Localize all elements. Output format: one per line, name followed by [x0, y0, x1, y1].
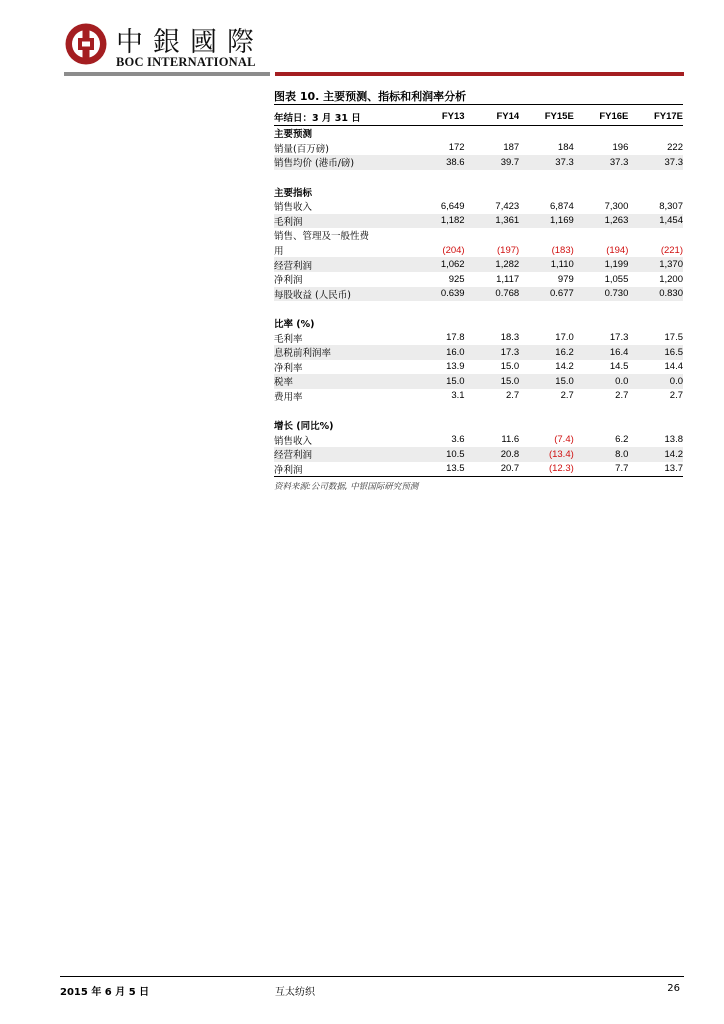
table-row	[274, 243, 683, 258]
cell-value	[628, 170, 683, 185]
cell-value: 925	[448, 273, 465, 285]
column-header: FY17E	[628, 108, 683, 126]
boc-logo-icon	[64, 22, 108, 66]
logo-chinese-name: 中銀國際	[116, 27, 264, 58]
header-divider-red	[275, 72, 684, 76]
cell-value: 15.0	[465, 374, 520, 389]
cell-value: (12.3)	[519, 462, 574, 477]
cell-value: 172	[448, 142, 465, 154]
cell-value	[628, 184, 683, 199]
cell-value: 1,370	[628, 257, 683, 272]
table-row	[274, 462, 683, 477]
footer-date: 2015 年 6 月 5 日	[60, 987, 150, 998]
cell-value: 0.0	[628, 374, 683, 389]
cell-value: 20.7	[465, 462, 520, 477]
cell-value: 1,182	[410, 214, 465, 229]
cell-value: 1,199	[574, 257, 629, 272]
cell-value: 17.3	[465, 345, 520, 360]
cell-value: 16.0	[410, 345, 465, 360]
row-label: 毛利润	[274, 214, 410, 229]
row-label: 销量(百万磅)	[274, 143, 329, 155]
table-row	[274, 214, 683, 229]
cell-value: 0.830	[628, 287, 683, 302]
cell-value	[574, 170, 629, 185]
cell-value	[628, 301, 683, 316]
row-label: 主要预测	[274, 129, 313, 141]
cell-value: 14.2	[628, 447, 683, 462]
cell-value	[519, 228, 574, 243]
figure-title: 图表 10. 主要预测、指标和利润率分析	[274, 90, 467, 103]
cell-value: 2.7	[560, 390, 574, 402]
cell-value	[628, 418, 683, 433]
cell-value	[574, 126, 629, 141]
cell-value: 1,263	[574, 214, 629, 229]
cell-value: 16.4	[574, 345, 629, 360]
cell-value: 16.2	[519, 345, 574, 360]
row-label: 经营利润	[274, 447, 410, 462]
cell-value	[519, 301, 574, 316]
cell-value: 2.7	[615, 390, 629, 402]
cell-value	[628, 126, 683, 141]
cell-value: (221)	[660, 244, 683, 256]
cell-value	[465, 301, 520, 316]
row-label: 每股收益 (人民币)	[274, 287, 410, 302]
cell-value	[519, 170, 574, 185]
row-label: 销售均价 (港币/磅)	[274, 155, 410, 170]
cell-value: 11.6	[501, 434, 520, 446]
cell-value: 184	[557, 142, 574, 154]
cell-value: (197)	[497, 244, 520, 256]
cell-value: 0.0	[574, 374, 629, 389]
table-row	[274, 432, 683, 447]
row-label: 销售收入	[274, 435, 313, 447]
cell-value: (194)	[606, 244, 629, 256]
column-header: 年结日：3 月 31 日	[274, 108, 410, 126]
cell-value: 1,454	[628, 214, 683, 229]
cell-value: 0.730	[574, 287, 629, 302]
table-row	[274, 141, 683, 156]
cell-value: 7,423	[495, 200, 520, 212]
row-label: 销售、管理及一般性费	[274, 231, 370, 243]
cell-value: 3.1	[451, 390, 465, 402]
row-label	[274, 403, 410, 418]
logo-english-name: BOC INTERNATIONAL	[116, 55, 256, 69]
column-header: FY14	[465, 108, 520, 126]
cell-value: 222	[667, 142, 683, 154]
cell-value: 38.6	[410, 155, 465, 170]
cell-value: 7,300	[604, 200, 629, 212]
cell-value	[628, 228, 683, 243]
source-note: 资料来源:公司数据, 中银国际研究预测	[274, 482, 419, 492]
cell-value	[574, 403, 629, 418]
row-label: 经营利润	[274, 257, 410, 272]
table-row	[274, 272, 683, 287]
title-rule	[274, 104, 683, 105]
cell-value	[410, 170, 465, 185]
spacer-row	[274, 170, 683, 185]
spacer-row	[274, 403, 683, 418]
cell-value: 13.7	[628, 462, 683, 477]
cell-value: 13.5	[410, 462, 465, 477]
spacer-row	[274, 301, 683, 316]
cell-value	[410, 126, 465, 141]
row-label: 比率 (%)	[274, 319, 315, 331]
column-header: FY15E	[519, 108, 574, 126]
cell-value	[519, 184, 574, 199]
table-row	[274, 228, 683, 243]
table-row	[274, 330, 683, 345]
cell-value: 37.3	[519, 155, 574, 170]
cell-value: 6,874	[550, 200, 574, 212]
page-number: 26	[667, 983, 680, 994]
cell-value	[465, 184, 520, 199]
row-label: 息税前利润率	[274, 345, 410, 360]
cell-value: 8,307	[659, 200, 683, 212]
cell-value	[519, 316, 574, 331]
cell-value: 1,055	[604, 273, 629, 285]
cell-value: 37.3	[628, 155, 683, 170]
cell-value: 6.2	[615, 434, 629, 446]
cell-value	[410, 316, 465, 331]
cell-value	[465, 403, 520, 418]
section-header-row	[274, 418, 683, 433]
table-row	[274, 287, 683, 302]
footer-company: 互太纺织	[275, 987, 315, 998]
row-label: 税率	[274, 374, 410, 389]
cell-value: (183)	[551, 244, 574, 256]
cell-value	[574, 184, 629, 199]
row-label: 主要指标	[274, 187, 313, 199]
table-row	[274, 155, 683, 170]
cell-value	[465, 316, 520, 331]
cell-value: (13.4)	[519, 447, 574, 462]
cell-value: 1,200	[659, 273, 683, 285]
column-header: FY13	[410, 108, 465, 126]
cell-value: 187	[503, 142, 520, 154]
section-header-row	[274, 184, 683, 199]
column-header: FY16E	[574, 108, 629, 126]
row-label: 销售收入	[274, 202, 313, 214]
cell-value	[465, 170, 520, 185]
table-row	[274, 199, 683, 214]
row-label	[274, 301, 410, 316]
row-label: 净利润	[274, 275, 303, 287]
cell-value: 15.0	[410, 374, 465, 389]
cell-value: 17.3	[609, 332, 629, 344]
row-label: 费用率	[274, 391, 303, 403]
cell-value: 17.8	[446, 332, 465, 344]
cell-value	[574, 301, 629, 316]
cell-value	[410, 418, 465, 433]
cell-value: 17.5	[664, 332, 683, 344]
cell-value: 1,110	[519, 257, 574, 272]
row-label: 净利率	[274, 362, 303, 374]
cell-value	[574, 316, 629, 331]
forecast-table-body	[274, 108, 683, 477]
cell-value: 15.0	[519, 374, 574, 389]
cell-value: 0.677	[519, 287, 574, 302]
cell-value	[465, 418, 520, 433]
cell-value	[410, 403, 465, 418]
cell-value: (204)	[442, 244, 465, 256]
table-row	[274, 374, 683, 389]
table-row	[274, 345, 683, 360]
cell-value	[519, 418, 574, 433]
table-row	[274, 389, 683, 404]
cell-value: 20.8	[465, 447, 520, 462]
cell-value: 1,361	[465, 214, 520, 229]
footer-rule	[60, 976, 684, 977]
table-header-row	[274, 108, 683, 126]
section-header-row	[274, 126, 683, 141]
cell-value	[628, 403, 683, 418]
table-row	[274, 447, 683, 462]
row-label: 增长 (同比%)	[274, 421, 334, 433]
cell-value	[628, 316, 683, 331]
row-label: 用	[274, 246, 284, 258]
row-label	[274, 170, 410, 185]
cell-value	[465, 228, 520, 243]
cell-value	[410, 228, 465, 243]
cell-value: 979	[557, 273, 574, 285]
cell-value: 37.3	[574, 155, 629, 170]
table-row	[274, 360, 683, 375]
cell-value: 13.9	[446, 361, 465, 373]
cell-value: 17.0	[555, 332, 574, 344]
cell-value	[410, 184, 465, 199]
cell-value: 1,282	[465, 257, 520, 272]
cell-value: 15.0	[500, 361, 520, 373]
row-label: 毛利率	[274, 333, 303, 345]
cell-value: 3.6	[451, 434, 465, 446]
cell-value: 16.5	[628, 345, 683, 360]
cell-value: 10.5	[410, 447, 465, 462]
forecast-table	[274, 108, 683, 477]
cell-value: 39.7	[465, 155, 520, 170]
cell-value: 1,117	[496, 273, 520, 285]
cell-value: 0.639	[410, 287, 465, 302]
cell-value	[519, 403, 574, 418]
cell-value: 2.7	[505, 390, 520, 402]
cell-value: 14.2	[555, 361, 574, 373]
cell-value: 13.8	[664, 434, 683, 446]
cell-value	[574, 228, 629, 243]
row-label: 净利润	[274, 462, 410, 477]
cell-value: 8.0	[574, 447, 629, 462]
section-header-row	[274, 316, 683, 331]
cell-value: (7.4)	[554, 434, 574, 446]
header-divider-grey	[64, 72, 270, 76]
table-row	[274, 257, 683, 272]
cell-value: 18.3	[500, 332, 520, 344]
cell-value: 1,062	[410, 257, 465, 272]
boc-international-logo	[64, 20, 274, 72]
cell-value: 14.5	[609, 361, 629, 373]
cell-value: 1,169	[519, 214, 574, 229]
cell-value	[519, 126, 574, 141]
cell-value: 6,649	[440, 200, 465, 212]
cell-value: 14.4	[664, 361, 683, 373]
cell-value: 0.768	[465, 287, 520, 302]
cell-value	[410, 301, 465, 316]
cell-value: 196	[612, 142, 629, 154]
cell-value	[574, 418, 629, 433]
cell-value: 7.7	[574, 462, 629, 477]
cell-value: 2.7	[669, 390, 683, 402]
cell-value	[465, 126, 520, 141]
